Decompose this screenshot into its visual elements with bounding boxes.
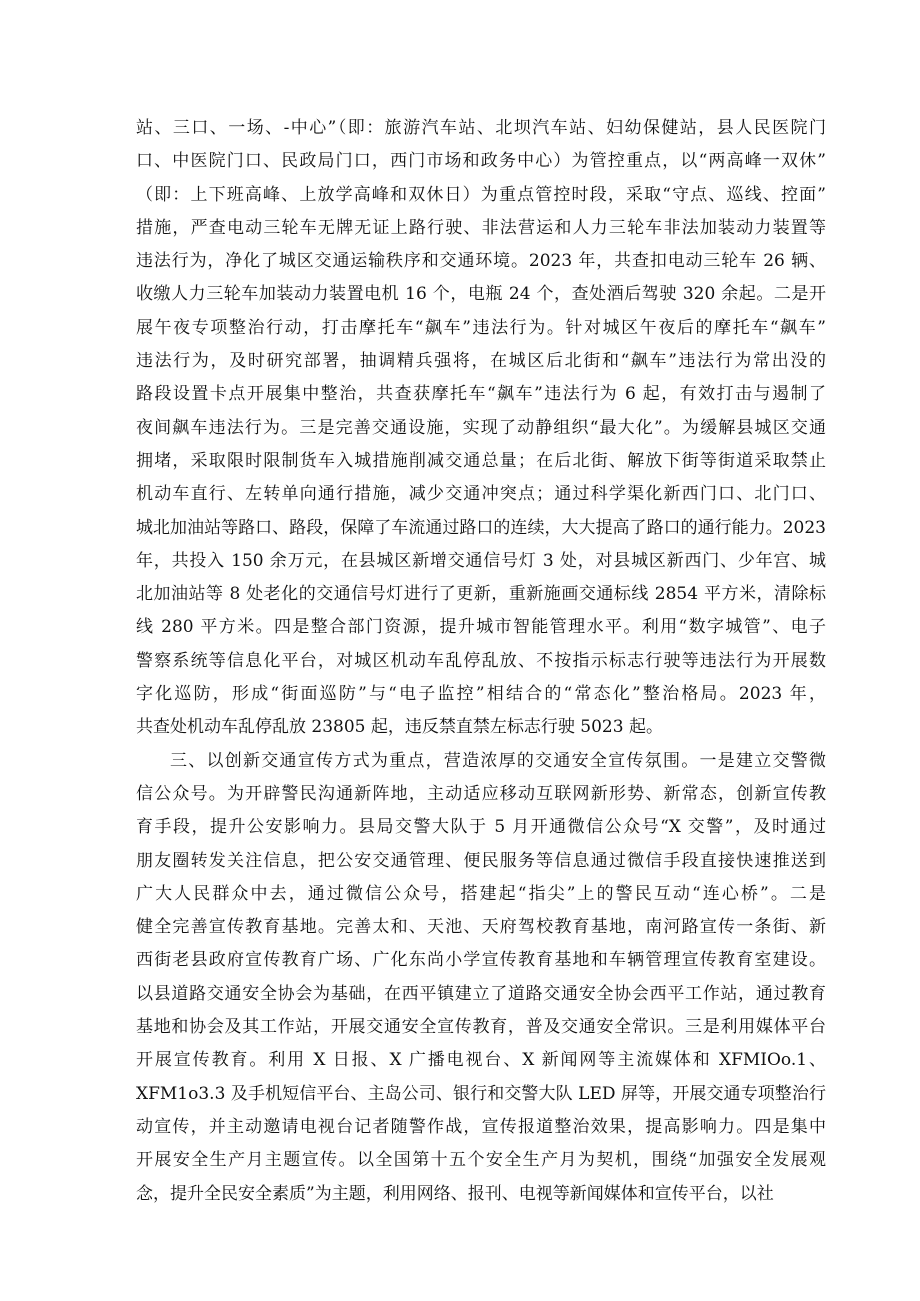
text-line: 北加油站等 8 处老化的交通信号灯进行了更新，重新施画交通标线 2854 平方米，清除标: [136, 584, 826, 605]
text-line: 西街老县政府宣传教育广场、广化东尚小学宣传教育基地和车辆管理宣传教育室建设。: [136, 950, 826, 971]
text-line: 站、三口、一场、-中心”（即：旅游汽车站、北坝汽车站、妇幼保健站，县人民医院门: [136, 118, 826, 138]
text-line: 育手段，提升公安影响力。县局交警大队于 5 月开通微信公众号“X 交警”，及时通过: [136, 817, 826, 838]
text-line: 机动车直行、左转单向通行措施，减少交通冲突点；通过科学渠化新西门口、北门口、: [136, 484, 826, 505]
text-line: 开展安全生产月主题宣传。以全国第十五个安全生产月为契机，围绕“加强安全发展观: [136, 1150, 826, 1171]
text-line: 路段设置卡点开展集中整治，共查获摩托车“飙车”违法行为 6 起，有效打击与遏制了: [136, 384, 826, 405]
text-line: 违法行为，净化了城区交通运输秩序和交通环境。2023 年，共查扣电动三轮车 26 辆、: [136, 251, 826, 272]
text-line: XFM1o3.3 及手机短信平台、主岛公司、银行和交警大队 LED 屏等，开展交通专项整治行: [136, 1083, 826, 1104]
text-line: 念，提升全民安全素质”为主题，利用网络、报刊、电视等新闻媒体和宣传平台，以社: [136, 1183, 774, 1204]
text-line: 年，共投入 150 余万元，在县城区新增交通信号灯 3 处，对县城区新西门、少年宫、城: [136, 550, 826, 571]
text-line: 基地和协会及其工作站，开展交通安全宣传教育，普及交通安全常识。三是利用媒体平台: [136, 1017, 826, 1038]
paragraph-traffic-publicity: [136, 745, 826, 1211]
text-line: 展午夜专项整治行动，打击摩托车“飙车”违法行为。针对城区午夜后的摩托车“飙车”: [136, 317, 826, 338]
text-line: 拥堵，采取限时限制货车入城措施削减交通总量；在后北街、解放下街等街道采取禁止: [136, 450, 826, 471]
paragraph-traffic-management: [136, 112, 826, 745]
text-line: 城北加油站等路口、路段，保障了车流通过路口的连续，大大提高了路口的通行能力。2023: [136, 517, 826, 538]
text-line: 收缴人力三轮车加装动力装置电机 16 个，电瓶 24 个，查处酒后驾驶 320 余起。二是开: [136, 284, 826, 305]
text-line: 字化巡防，形成“街面巡防”与“电子监控”相结合的“常态化”整治格局。2023 年，: [136, 684, 826, 705]
text-line: 健全完善宣传教育基地。完善太和、天池、天府驾校教育基地，南河路宣传一条街、新: [136, 917, 826, 938]
text-line: 动宣传，并主动邀请电视台记者随警作战，宣传报道整治效果，提高影响力。四是集中: [136, 1116, 826, 1137]
text-line: 广大人民群众中去，通过微信公众号，搭建起“指尖”上的警民互动“连心桥”。二是: [136, 883, 826, 904]
text-line: （即：上下班高峰、上放学高峰和双休日）为重点管控时段，采取“守点、巡线、控面”: [136, 184, 826, 205]
text-line: 朋友圈转发关注信息，把公安交通管理、便民服务等信息通过微信手段直接快速推送到: [136, 850, 826, 871]
text-line: 夜间飙车违法行为。三是完善交通设施，实现了动静组织“最大化”。为缓解县城区交通: [136, 417, 826, 438]
text-line: 信公众号。为开辟警民沟通新阵地，主动适应移动互联网新形势、新常态，创新宣传教: [136, 783, 826, 804]
text-line: 三、以创新交通宣传方式为重点，营造浓厚的交通安全宣传氛围。一是建立交警微: [170, 750, 826, 771]
text-line: 共查处机动车乱停乱放 23805 起，违反禁直禁左标志行驶 5023 起。: [136, 717, 663, 738]
text-line: 开展宣传教育。利用 X 日报、X 广播电视台、X 新闻网等主流媒体和 XFMIOo.1、: [136, 1050, 826, 1071]
text-line: 警察系统等信息化平台，对城区机动车乱停乱放、不按指示标志行驶等违法行为开展数: [136, 650, 826, 671]
text-line: 线 280 平方米。四是整合部门资源，提升城市智能管理水平。利用“数字城管”、电子: [136, 617, 826, 638]
text-line: 违法行为，及时研究部署，抽调精兵强将，在城区后北街和“飙车”违法行为常出没的: [136, 351, 826, 372]
text-line: 口、中医院门口、民政局门口，西门市场和政务中心）为管控重点，以“两高峰一双休”: [136, 151, 826, 172]
text-line: 措施，严查电动三轮车无牌无证上路行驶、非法营运和人力三轮车非法加装动力装置等: [136, 217, 826, 238]
document-body: [136, 112, 826, 1211]
text-line: 以县道路交通安全协会为基础，在西平镇建立了道路交通安全协会西平工作站，通过教育: [136, 983, 826, 1004]
